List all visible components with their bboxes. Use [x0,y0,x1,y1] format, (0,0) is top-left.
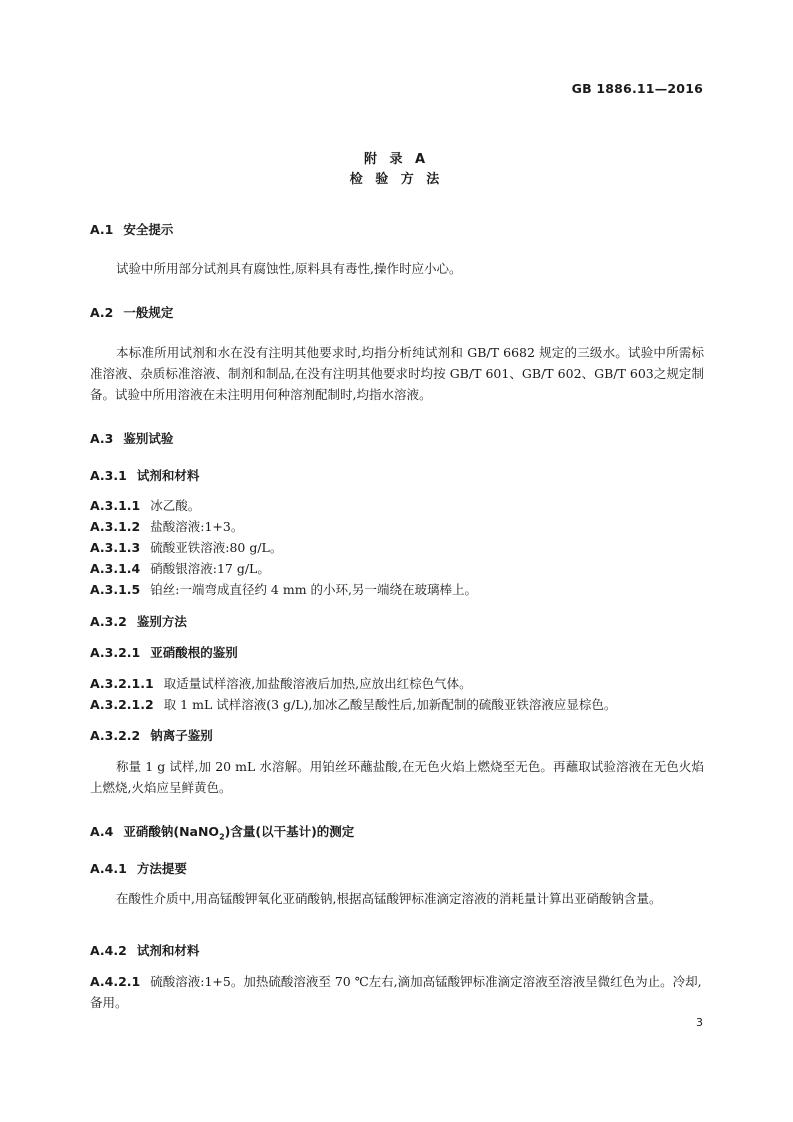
list-item-a312 [90,516,704,537]
section-title: 方法提要 [136,861,187,876]
section-title: 安全提示 [123,222,174,237]
item-number: A.3.2.1.2 [90,697,154,712]
paragraph-a41: 在酸性介质中,用高锰酸钾氧化亚硝酸钠,根据高锰酸钾标准滴定溶液的消耗量计算出亚硝酸钠含量。 [116,891,662,906]
section-number: A.3.1 [90,468,127,483]
heading-a322 [90,726,213,744]
section-title-pre: 亚硝酸钠(NaNO [123,824,220,839]
heading-a3 [90,429,173,447]
section-title: 试剂和材料 [136,468,200,483]
item-text: 铂丝:一端弯成直径约 4 mm 的小环,另一端绕在玻璃棒上。 [150,582,478,597]
heading-a31 [90,466,199,484]
section-title-subscript: 2 [219,832,225,842]
section-number: A.1 [90,222,114,237]
heading-a32 [90,612,187,630]
heading-a41 [90,859,187,877]
list-item-a313 [90,537,704,558]
paragraph-a322: 称量 1 g 试样,加 20 mL 水溶解。用铂丝环蘸盐酸,在无色火焰上燃烧至无色。再蘸取试验溶液在无色火焰上燃烧,火焰应呈鲜黄色。 [90,759,704,795]
section-number: A.4.1 [90,861,127,876]
item-number: A.3.1.5 [90,582,141,597]
section-number: A.2 [90,305,114,320]
item-text: 冰乙酸。 [150,498,201,513]
section-title: 试剂和材料 [136,943,200,958]
item-text: 取 1 mL 试样溶液(3 g/L),加冰乙酸呈酸性后,加新配制的硫酸亚铁溶液应显棕色。 [163,697,617,712]
item-number: A.3.1.3 [90,540,141,555]
section-title: 鉴别方法 [136,614,187,629]
section-number: A.4 [90,824,114,839]
appendix-subtitle: 检 验 方 法 [349,172,444,187]
item-text: 盐酸溶液:1+3。 [150,519,244,534]
section-title: 亚硝酸根的鉴别 [150,645,238,660]
standard-code: GB 1886.11—2016 [571,81,703,96]
list-item-a3212 [90,694,704,715]
item-number: A.4.2.1 [90,974,141,989]
item-number: A.3.1.4 [90,561,141,576]
heading-a42 [90,941,199,959]
list-item-a3211 [90,673,704,694]
heading-a321 [90,643,238,661]
section-title: 钠离子鉴别 [150,728,213,743]
section-number: A.3.2 [90,614,127,629]
item-number: A.3.2.1.1 [90,676,154,691]
heading-a4 [90,822,354,842]
item-text: 硫酸溶液:1+5。加热硫酸溶液至 70 ℃左右,滴加高锰酸钾标准滴定溶液至溶液呈微红色为止。冷却,备用。 [90,974,702,1010]
list-item-a421 [90,971,704,1013]
heading-a1 [90,220,173,238]
paragraph-a1: 试验中所用部分试剂具有腐蚀性,原料具有毒性,操作时应小心。 [116,261,462,276]
section-title-post: )含量(以干基计)的测定 [224,824,355,839]
item-text: 取适量试样溶液,加盐酸溶液后加热,应放出红棕色气体。 [163,676,472,691]
section-number: A.4.2 [90,943,127,958]
section-number: A.3.2.1 [90,645,141,660]
list-item-a315 [90,579,704,600]
section-title: 鉴别试验 [123,431,174,446]
item-number: A.3.1.2 [90,519,141,534]
appendix-title: 附 录 A [363,152,430,167]
item-text: 硝酸银溶液:17 g/L。 [150,561,270,576]
list-item-a311 [90,495,704,516]
item-number: A.3.1.1 [90,498,141,513]
list-item-a314 [90,558,704,579]
item-text: 硫酸亚铁溶液:80 g/L。 [150,540,283,555]
section-title: 一般规定 [123,305,174,320]
paragraph-a2: 本标准所用试剂和水在没有注明其他要求时,均指分析纯试剂和 GB/T 6682 规定的三级水。试验中所需标准溶液、杂质标准溶液、制剂和制品,在没有注明其他要求时均按 GB/T 601、GB/T 602、GB/T 603之规定制备。试验中所用溶液在未注明用何种溶剂配制时,均指水溶液。 [90,345,704,402]
section-number: A.3.2.2 [90,728,141,743]
heading-a2 [90,303,173,321]
page-number: 3 [696,1016,703,1029]
section-number: A.3 [90,431,114,446]
